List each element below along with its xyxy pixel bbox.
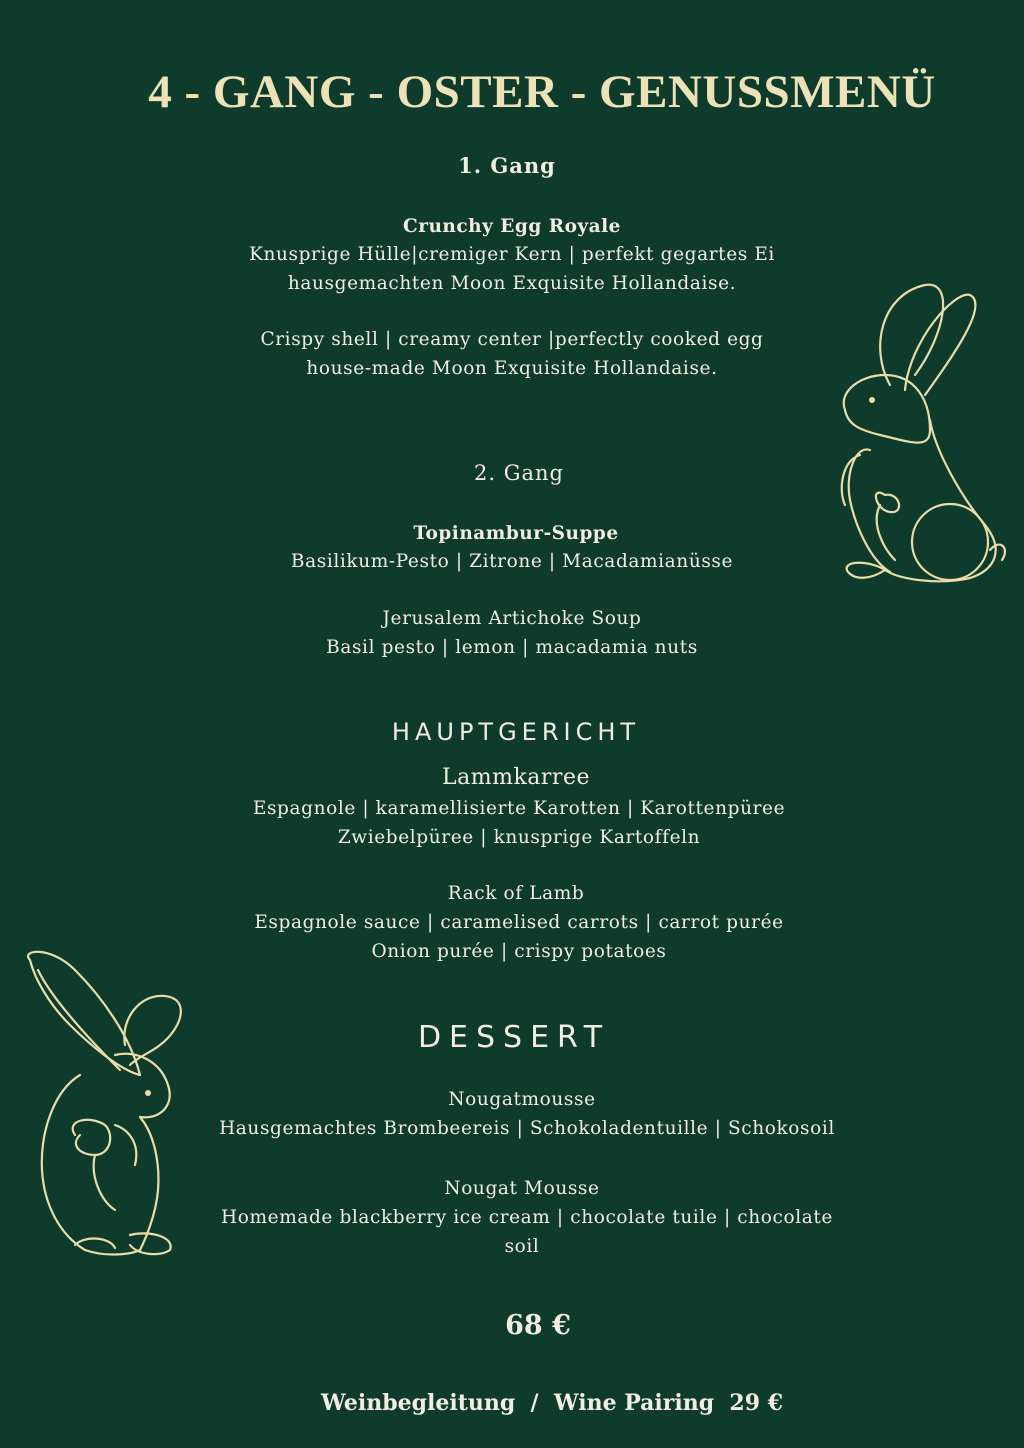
main-course-heading: HAUPTGERICHT [391, 718, 641, 746]
main-course-en-line: Rack of Lamb [447, 883, 585, 904]
course-2-heading: 2. Gang [474, 461, 564, 485]
main-course-de-line: Espagnole | karamellisierte Karotten | Karottenpüree [252, 798, 786, 819]
course-1-en-line: Crispy shell | creamy center |perfectly cooked egg [260, 329, 764, 350]
course-1-heading: 1. Gang [458, 153, 556, 178]
course-1-en-line: house-made Moon Exquisite Hollandaise. [306, 358, 718, 379]
main-course-dish: Lammkarree [442, 765, 590, 790]
rabbit-line-art-right-icon [830, 280, 1015, 600]
course-2-en-line: Basil pesto | lemon | macadamia nuts [326, 637, 698, 658]
dessert-de-line: Nougatmousse [448, 1089, 596, 1110]
course-1-dish: Crunchy Egg Royale [403, 216, 621, 237]
course-2-en-line: Jerusalem Artichoke Soup [382, 608, 642, 629]
dessert-en-line: Nougat Mousse [444, 1178, 600, 1199]
dessert-heading: DESSERT [417, 1020, 611, 1055]
wine-pairing-price: Weinbegleitung / Wine Pairing 29 € [320, 1390, 784, 1416]
course-2-dish: Topinambur-Suppe [413, 523, 619, 544]
dessert-de-line: Hausgemachtes Brombeereis | Schokoladentuille | Schokosoil [219, 1118, 835, 1139]
dessert-en-line: soil [504, 1236, 540, 1257]
menu-price: 68 € [505, 1310, 571, 1341]
course-1-de-line: hausgemachten Moon Exquisite Hollandaise. [287, 273, 737, 294]
main-course-en-line: Espagnole sauce | caramelised carrots | carrot purée [254, 912, 784, 933]
main-course-de-line: Zwiebelpüree | knusprige Kartoffeln [337, 827, 701, 848]
course-2-de-line: Basilikum-Pesto | Zitrone | Macadamianüsse [290, 551, 734, 572]
dessert-en-line: Homemade blackberry ice cream | chocolate tuile | chocolate [221, 1207, 833, 1228]
course-1-de-line: Knusprige Hülle|cremiger Kern | perfekt gegartes Ei [249, 244, 775, 265]
menu-title: 4 - GANG - OSTER - GENUSSMENÜ [148, 66, 936, 118]
main-course-en-line: Onion purée | crispy potatoes [371, 941, 667, 962]
rabbit-line-art-left-icon [20, 945, 190, 1260]
